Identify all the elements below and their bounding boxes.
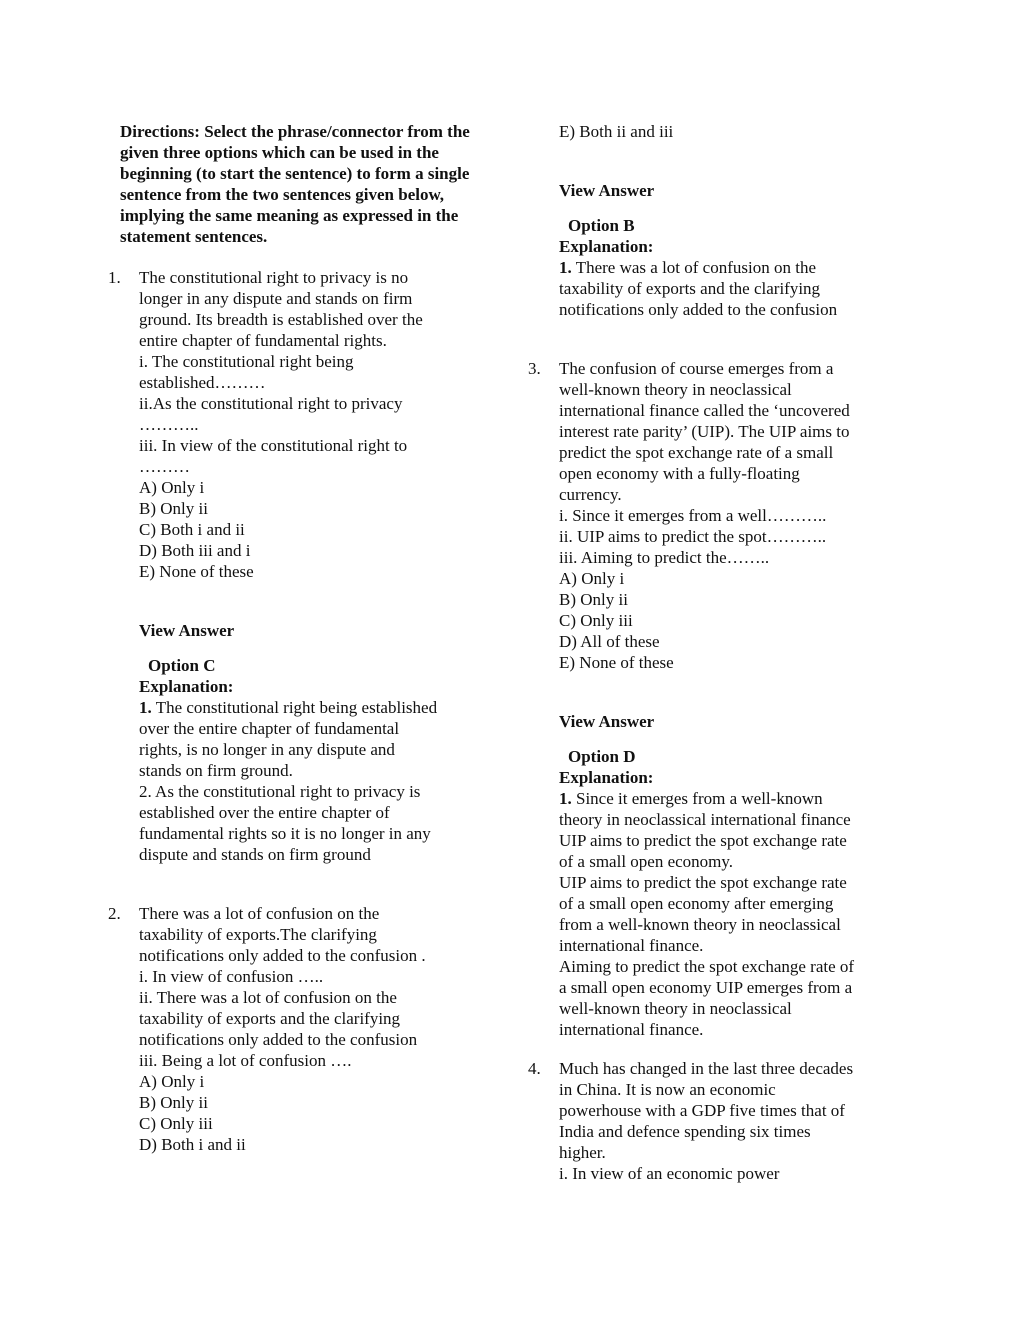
explanation-line: well-known theory in neoclassical [559,999,792,1018]
explanation-line: 1. The constitutional right being established [139,698,438,717]
answer-option: Option B [568,216,635,235]
explanation-line: 1. There was a lot of confusion on the [559,258,816,277]
question-line: taxability of exports.The clarifying [139,925,377,944]
explanation-line: UIP aims to predict the spot exchange rate [559,873,847,892]
question-line: currency. [559,485,622,504]
option-line: i. The constitutional right being [139,352,354,371]
question-line: Much has changed in the last three decades [559,1059,854,1078]
choice-d: D) Both iii and i [139,541,251,560]
option-line: i. Since it emerges from a well……….. [559,506,827,525]
explanation-label: Explanation: [139,677,234,696]
option-line: ……….. [139,415,199,434]
question-2-continued [528,121,888,320]
explanation-label: Explanation: [559,768,654,787]
choice-b: B) Only ii [139,1093,208,1112]
choice-d: D) All of these [559,632,660,651]
choice-e: E) Both ii and iii [559,122,674,141]
question-line: powerhouse with a GDP five times that of [559,1101,845,1120]
explanation-line: UIP aims to predict the spot exchange rate [559,831,847,850]
explanation-line: Aiming to predict the spot exchange rate of [559,957,855,976]
explanation-line: 1. Since it emerges from a well-known [559,789,823,808]
question-number: 2. [108,904,121,923]
question-3 [528,358,888,1040]
explanation-line: theory in neoclassical international finance [559,810,851,829]
explanation-line: established over the entire chapter of [139,803,390,822]
explanation-line: over the entire chapter of fundamental [139,719,400,738]
question-line: ground. Its breadth is established over the [139,310,423,329]
question-line: longer in any dispute and stands on firm [139,289,413,308]
question-line: interest rate parity’ (UIP). The UIP aims to [559,422,850,441]
answer-option: Option D [568,747,636,766]
choice-c: C) Both i and ii [139,520,245,539]
explanation-line: stands on firm ground. [139,761,293,780]
question-line: The confusion of course emerges from a [559,359,834,378]
explanation-line: 2. As the constitutional right to privacy is [139,782,421,801]
explanation-line: international finance. [559,1020,704,1039]
explanation-line: a small open economy UIP emerges from a [559,978,853,997]
option-line: taxability of exports and the clarifying [139,1009,401,1028]
explanation-number: 1. [139,698,152,717]
explanation-line: fundamental rights so it is no longer in any [139,824,431,843]
left-column [108,121,488,1155]
choice-a: A) Only i [139,1072,205,1091]
explanation-line: international finance. [559,936,704,955]
option-line: iii. Being a lot of confusion …. [139,1051,352,1070]
choice-c: C) Only iii [559,611,633,630]
option-line: ii. There was a lot of confusion on the [139,988,397,1007]
choice-a: A) Only i [139,478,205,497]
option-line: notifications only added to the confusion [139,1030,418,1049]
directions-text: Directions: Select the phrase/connector from the given three options which can be used in the beginning (to start the sentence) to form a single sentence from the two sentences given below, implying the same meaning as expressed in the statement sentences. [120,122,470,246]
option-line: i. In view of an economic power [559,1164,780,1183]
right-column [528,121,888,1184]
choice-e: E) None of these [559,653,674,672]
option-line: i. In view of confusion ….. [139,967,324,986]
explanation-line: notifications only added to the confusion [559,300,838,319]
choice-c: C) Only iii [139,1114,213,1133]
question-line: higher. [559,1143,606,1162]
explanation-label: Explanation: [559,237,654,256]
view-answer-link[interactable]: View Answer [559,181,655,200]
explanation-line: of a small open economy. [559,852,734,871]
question-line: The constitutional right to privacy is no [139,268,409,287]
question-line: India and defence spending six times [559,1122,811,1141]
question-line: in China. It is now an economic [559,1080,776,1099]
explanation-line: of a small open economy after emerging [559,894,834,913]
question-line: international finance called the ‘uncovered [559,401,850,420]
choice-b: B) Only ii [559,590,628,609]
option-line: iii. Aiming to predict the…….. [559,548,770,567]
choice-d: D) Both i and ii [139,1135,246,1154]
question-2 [108,903,488,1155]
choice-a: A) Only i [559,569,625,588]
option-line: ii. UIP aims to predict the spot……….. [559,527,827,546]
question-line: predict the spot exchange rate of a small [559,443,834,462]
question-line: well-known theory in neoclassical [559,380,792,399]
explanation-line: taxability of exports and the clarifying [559,279,821,298]
view-answer-link[interactable]: View Answer [139,621,235,640]
option-line: ……… [139,457,190,476]
explanation-line: rights, is no longer in any dispute and [139,740,395,759]
explanation-number: 1. [559,789,572,808]
view-answer-link[interactable]: View Answer [559,712,655,731]
question-line: open economy with a fully-floating [559,464,800,483]
question-number: 3. [528,359,541,378]
question-number: 1. [108,268,121,287]
question-1 [108,267,488,865]
question-number: 4. [528,1059,541,1078]
explanation-number: 1. [559,258,572,277]
explanation-line: dispute and stands on firm ground [139,845,371,864]
question-line: entire chapter of fundamental rights. [139,331,387,350]
choice-b: B) Only ii [139,499,208,518]
question-4 [528,1058,888,1184]
question-line: notifications only added to the confusion . [139,946,426,965]
option-line: ii.As the constitutional right to privacy [139,394,403,413]
option-line: iii. In view of the constitutional right to [139,436,408,455]
choice-e: E) None of these [139,562,254,581]
answer-option: Option C [148,656,216,675]
option-line: established……… [139,373,266,392]
question-line: There was a lot of confusion on the [139,904,380,923]
explanation-line: from a well-known theory in neoclassical [559,915,841,934]
